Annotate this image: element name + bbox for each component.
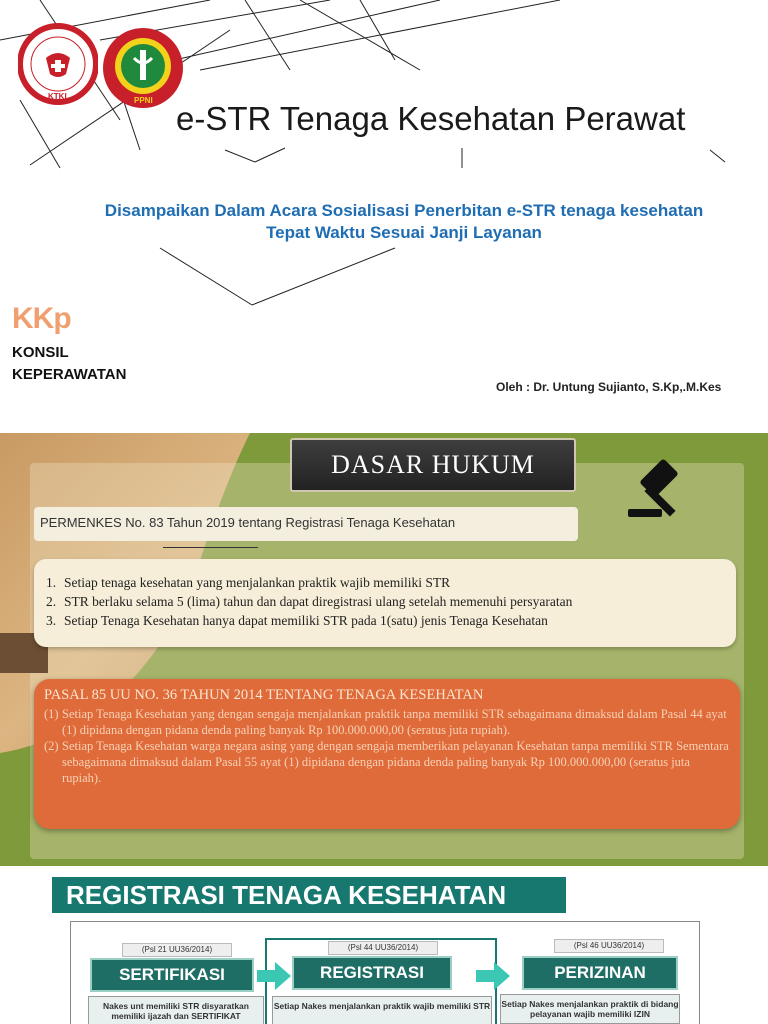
subtitle	[40, 200, 768, 244]
subtitle-line-1: Disampaikan Dalam Acara Sosialisasi Penerbitan e-STR tenaga kesehatan	[104, 201, 704, 220]
registrasi-title: REGISTRASI TENAGA KESEHATAN	[52, 877, 566, 913]
step-label: REGISTRASI	[292, 956, 452, 990]
obligations-list	[34, 559, 736, 647]
ktki-logo	[18, 20, 98, 115]
organization-line-1: KONSIL	[12, 344, 69, 361]
list-item: 2. STR berlaku selama 5 (lima) tahun dan dapat diregistrasi ulang setelah memenuhi persyaratan	[46, 594, 573, 609]
arrow-right-icon	[257, 962, 291, 990]
ppni-logo	[100, 24, 186, 117]
step-reference: (Psl 46 UU36/2014)	[554, 939, 664, 953]
step-label: SERTIFIKASI	[90, 958, 254, 992]
gavel-icon	[622, 453, 696, 530]
kkp-logo: KKp	[12, 302, 71, 335]
step-reference: (Psl 44 UU36/2014)	[328, 941, 438, 955]
slide-title	[0, 0, 768, 424]
organization-name	[12, 342, 126, 386]
step-description: Nakes unt memiliki STR disyaratkan memiliki ijazah dan SERTIFIKAT	[88, 996, 264, 1024]
pasal-85-box	[34, 679, 740, 829]
pasal-item: (2) Setiap Tenaga Kesehatan warga negara asing yang dengan sengaja memberikan pelayanan Kesehatan tanpa memiliki STR Sementara sebagaimana dimaksud dalam Pasal 55 ayat (1) dipidana dengan pidana denda paling banyak Rp 100.000.000,00 (seratus juta rupiah).	[44, 739, 729, 785]
step-description: Setiap Nakes menjalankan praktik di bidang pelayanan wajib memiliki IZIN	[500, 994, 680, 1024]
list-item: 1. Setiap tenaga kesehatan yang menjalankan praktik wajib memiliki STR	[46, 575, 451, 590]
step-label: PERIZINAN	[522, 956, 678, 990]
heading-dasar-hukum: DASAR HUKUM	[290, 438, 576, 492]
organization-line-2: KEPERAWATAN	[12, 366, 127, 383]
slide-registrasi	[0, 866, 768, 1024]
step-reference: (Psl 21 UU36/2014)	[122, 943, 232, 957]
ppni-logo-text: PPNI	[134, 96, 153, 105]
step-description: Setiap Nakes menjalankan praktik wajib memiliki STR	[272, 996, 492, 1024]
subtitle-line-2: Tepat Waktu Sesuai Janji Layanan	[266, 223, 542, 242]
presentation-title: e-STR Tenaga Kesehatan Perawat	[176, 100, 686, 137]
permenkes-reference: PERMENKES No. 83 Tahun 2019 tentang Registrasi Tenaga Kesehatan	[34, 507, 578, 541]
ktki-logo-text: KTKI	[48, 92, 67, 101]
slide-dasar-hukum	[0, 433, 768, 866]
author: Oleh : Dr. Untung Sujianto, S.Kp,.M.Kes	[496, 380, 722, 394]
list-item: 3. Setiap Tenaga Kesehatan hanya dapat memiliki STR pada 1(satu) jenis Tenaga Kesehatan	[46, 613, 548, 628]
arrow-right-icon	[476, 962, 510, 990]
divider	[163, 547, 258, 548]
pasal-heading: PASAL 85 UU NO. 36 TAHUN 2014 TENTANG TENAGA KESEHATAN	[44, 687, 484, 703]
pasal-item: (1) Setiap Tenaga Kesehatan yang dengan sengaja menjalankan praktik tanpa memiliki STR sebagaimana dimaksud dalam Pasal 44 ayat (1) dipidana dengan pidana denda paling banyak Rp 100.000.000,00 (seratus juta rupiah).	[44, 707, 727, 737]
